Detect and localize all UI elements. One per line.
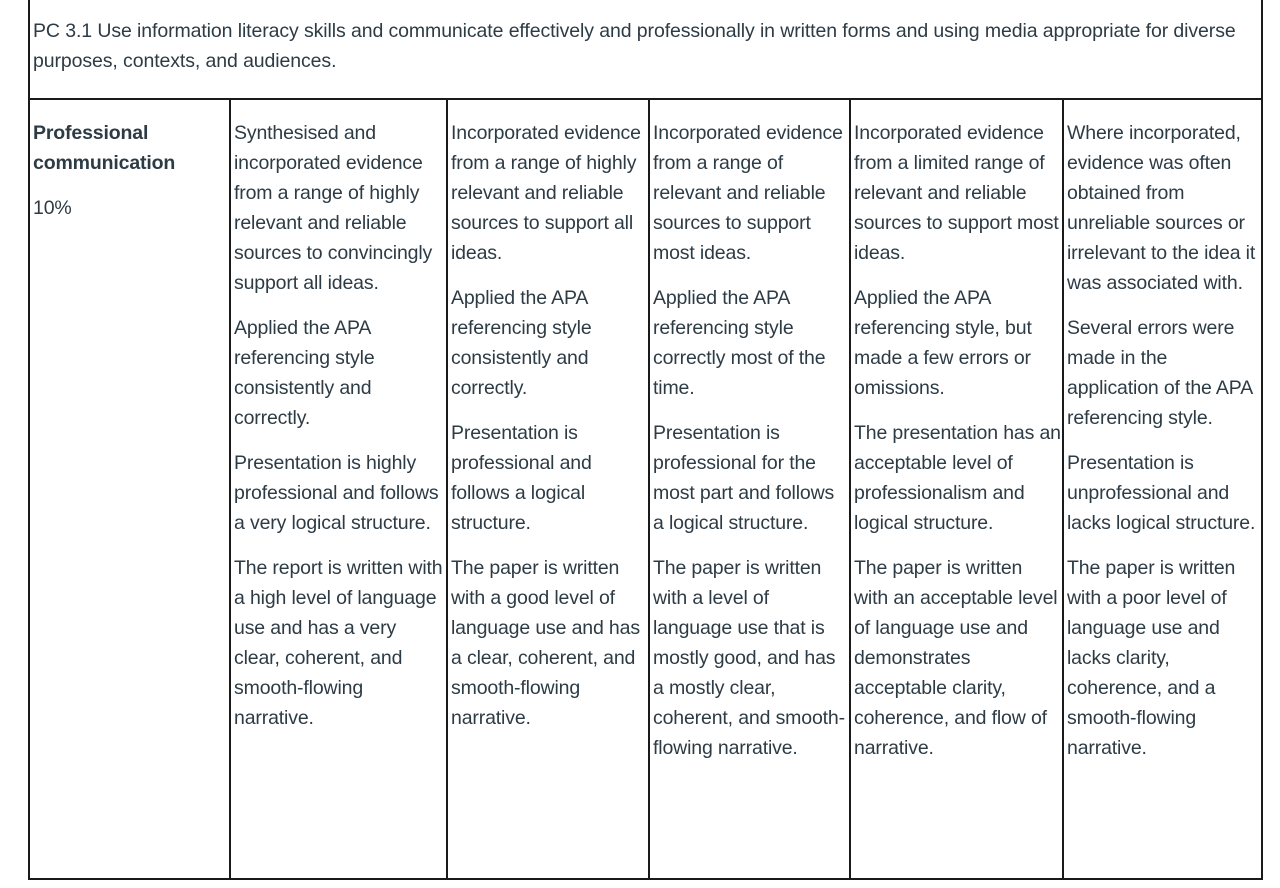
level-descriptor: Incorporated evidence from a limited range of relevant and reliable sources to support most ideas. <box>854 122 1059 264</box>
level-descriptor: The paper is written with a level of language use that is mostly good, and has a mostly clear, coherent, and smooth-flowing narrative. <box>653 557 845 759</box>
level-descriptor: Presentation is professional and follows a logical structure. <box>451 422 592 534</box>
level-descriptor: Applied the APA referencing style correctly most of the time. <box>653 287 826 399</box>
level-cell-3 <box>648 100 850 878</box>
rubric-table <box>28 0 1263 880</box>
level-descriptor: Applied the APA referencing style, but made a few errors or omissions. <box>854 287 1032 399</box>
level-cell-4 <box>849 100 1063 878</box>
level-descriptor: Incorporated evidence from a range of highly relevant and reliable sources to support all ideas. <box>451 122 641 264</box>
level-descriptor: The paper is written with a good level of language use and has a clear, coherent, and smooth-flowing narrative. <box>451 557 640 729</box>
criterion-cell <box>30 100 231 878</box>
level-descriptor: The presentation has an acceptable level of professionalism and logical structure. <box>854 422 1061 534</box>
criterion-name-line1: Professional <box>33 122 149 144</box>
level-cell-1 <box>229 100 447 878</box>
level-descriptor: Presentation is highly professional and follows a very logical structure. <box>234 452 439 534</box>
level-descriptor: The paper is written with a poor level of language use and lacks clarity, coherence, and a smooth-flowing narrative. <box>1067 557 1236 759</box>
criterion-header: PC 3.1 Use information literacy skills and communicate effectively and professionally in written forms and using media appropriate for diverse purposes, contexts, and audiences. <box>30 0 1261 100</box>
level-descriptor: Incorporated evidence from a range of relevant and reliable sources to support most ideas. <box>653 122 843 264</box>
criterion-name <box>33 118 229 178</box>
level-cell-5 <box>1062 100 1261 878</box>
level-descriptor: The report is written with a high level of language use and has a very clear, coherent, and smooth-flowing narrative. <box>234 557 443 729</box>
criterion-name-line2: communication <box>33 152 176 174</box>
criterion-weight: 10% <box>33 197 72 219</box>
level-cell-2 <box>446 100 649 878</box>
level-descriptor: The paper is written with an acceptable level of language use and demonstrates acceptable clarity, coherence, and flow of narrative. <box>854 557 1058 759</box>
level-descriptor: Several errors were made in the application of the APA referencing style. <box>1067 317 1252 429</box>
level-descriptor: Applied the APA referencing style consistently and correctly. <box>451 287 592 399</box>
level-descriptor: Applied the APA referencing style consistently and correctly. <box>234 317 375 429</box>
level-descriptor: Presentation is unprofessional and lacks logical structure. <box>1067 452 1256 534</box>
level-descriptor: Where incorporated, evidence was often obtained from unreliable sources or irrelevant to the idea it was associated with. <box>1067 122 1256 294</box>
level-descriptor: Presentation is professional for the most part and follows a logical structure. <box>653 422 835 534</box>
level-descriptor: Synthesised and incorporated evidence from a range of highly relevant and reliable sources to convincingly support all ideas. <box>234 122 433 294</box>
